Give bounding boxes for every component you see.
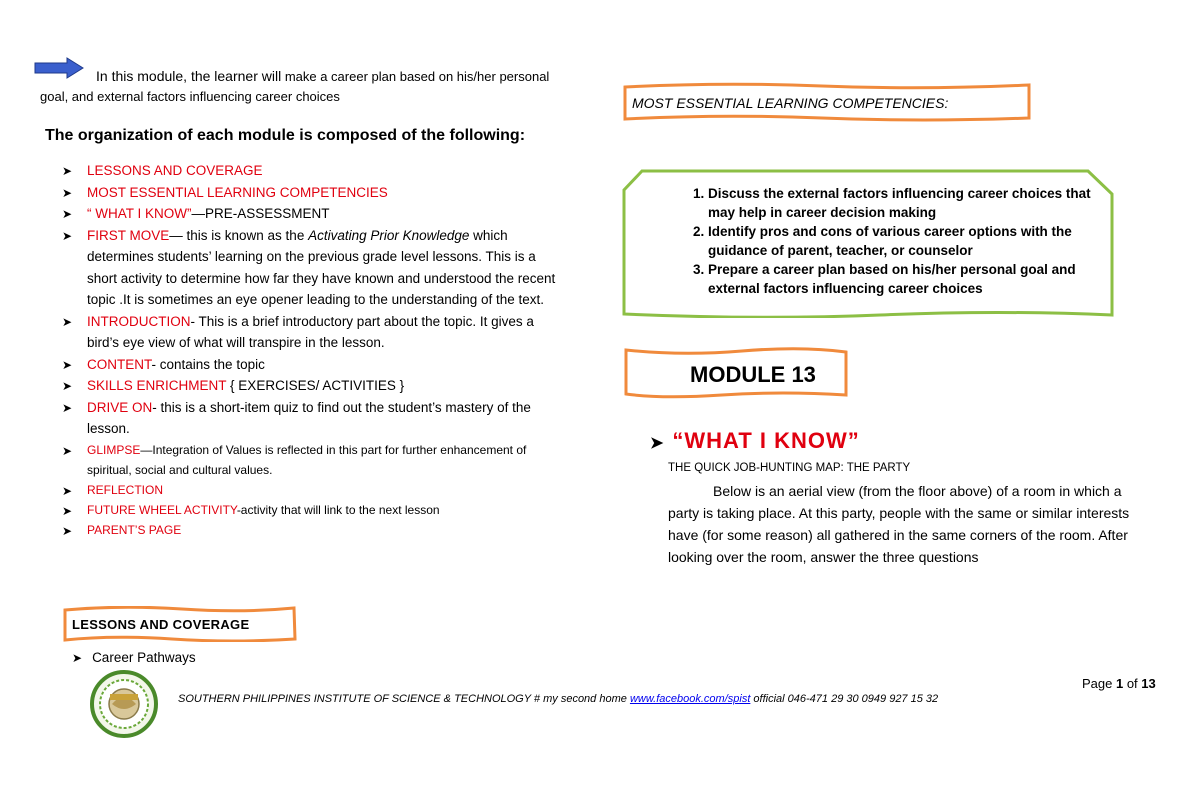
arrowhead-bullet-icon: ➤ xyxy=(62,357,73,372)
competency-item: 2. Identify pros and cons of various career options with the guidance of parent, teacher, or counselor xyxy=(708,222,1108,260)
page-number: Page 1 of 13 xyxy=(1082,676,1156,691)
footer-text: SOUTHERN PHILIPPINES INSTITUTE OF SCIENCE & TECHNOLOGY # my second home www.facebook.com/spist official 046-471 29 30 0949 927 15 32 xyxy=(178,693,939,705)
module-part-item: ➤ GLIMPSE—Integration of Values is reflected in this part for further enhancement of spiritual, social and cultural values. xyxy=(62,442,527,477)
module-part-item: ➤ REFLECTION xyxy=(62,480,562,500)
lessons-coverage-label: LESSONS AND COVERAGE xyxy=(72,617,250,632)
competencies-list xyxy=(684,184,1108,298)
module-part-item: ➤ CONTENT- contains the topic xyxy=(62,354,562,376)
school-seal-logo xyxy=(90,670,158,738)
arrowhead-bullet-icon: ➤ xyxy=(62,314,73,329)
module-part-item: ➤ FIRST MOVE— this is known as the Activating Prior Knowledge which determines students’ learning on the previous grade level lessons. This is a short activity to determine how far they have known and understood the recent topic .It is sometimes an eye opener leading to the understanding of the text. xyxy=(62,227,556,307)
competency-item: 1. Discuss the external factors influencing career choices that may help in career decision making xyxy=(708,184,1108,222)
what-i-know-subtitle: THE QUICK JOB-HUNTING MAP: THE PARTY xyxy=(668,462,911,474)
what-i-know-heading: ➤ “WHAT I KNOW” xyxy=(650,428,860,453)
module-part-item: ➤ SKILLS ENRICHMENT { EXERCISES/ ACTIVITIES } xyxy=(62,375,562,397)
arrowhead-bullet-icon: ➤ xyxy=(62,379,73,393)
arrowhead-bullet-icon: ➤ xyxy=(62,228,73,243)
intro-rest: make a career plan based on his/her personal goal, and external factors influencing career choices xyxy=(40,69,550,104)
arrowhead-bullet-icon: ➤ xyxy=(62,523,73,538)
what-i-know-paragraph: Below is an aerial view (from the floor above) of a room in which a party is taking place. At this party, people with the same or similar interests have (for some reason) all gathered in the same corners of the room. After looking over the room, answer the three questions xyxy=(668,483,1130,565)
arrowhead-bullet-icon: ➤ xyxy=(62,207,73,221)
arrowhead-bullet-icon: ➤ xyxy=(62,400,73,415)
module-parts-list xyxy=(62,160,562,540)
module-part-item: ➤ MOST ESSENTIAL LEARNING COMPETENCIES xyxy=(62,182,562,204)
melc-label: MOST ESSENTIAL LEARNING COMPETENCIES: xyxy=(632,95,949,111)
module-label: MODULE 13 xyxy=(690,362,816,387)
arrowhead-bullet-icon: ➤ xyxy=(62,503,73,518)
module-part-item: ➤ LESSONS AND COVERAGE xyxy=(62,160,562,182)
lessons-coverage-item: ➤ Career Pathways xyxy=(72,650,196,665)
competency-item: 3. Prepare a career plan based on his/her personal goal and external factors influencing career choices xyxy=(708,260,1108,298)
arrowhead-bullet-icon: ➤ xyxy=(62,483,73,498)
module-part-item: ➤ DRIVE ON- this is a short-item quiz to find out the student’s mastery of the lesson. xyxy=(62,399,531,436)
intro-lead: In this module, the learner will xyxy=(96,68,282,84)
arrowhead-bullet-icon: ➤ xyxy=(62,443,73,458)
arrowhead-bullet-icon: ➤ xyxy=(62,164,73,178)
arrowhead-bullet-icon: ➤ xyxy=(650,435,665,452)
organization-title: The organization of each module is composed of the following: xyxy=(45,127,526,144)
module-part-item: ➤ PARENT’S PAGE xyxy=(62,520,562,540)
module-part-item: ➤ INTRODUCTION- This is a brief introductory part about the topic. It gives a bird’s eye view of what will transpire in the lesson. xyxy=(62,313,534,350)
module-part-item: ➤ “ WHAT I KNOW”—PRE-ASSESSMENT xyxy=(62,203,562,225)
arrowhead-bullet-icon: ➤ xyxy=(62,185,73,200)
module-part-item: ➤ FUTURE WHEEL ACTIVITY-activity that will link to the next lesson xyxy=(62,500,562,520)
facebook-link[interactable]: www.facebook.com/spist xyxy=(629,693,751,705)
intro-paragraph xyxy=(40,66,560,107)
